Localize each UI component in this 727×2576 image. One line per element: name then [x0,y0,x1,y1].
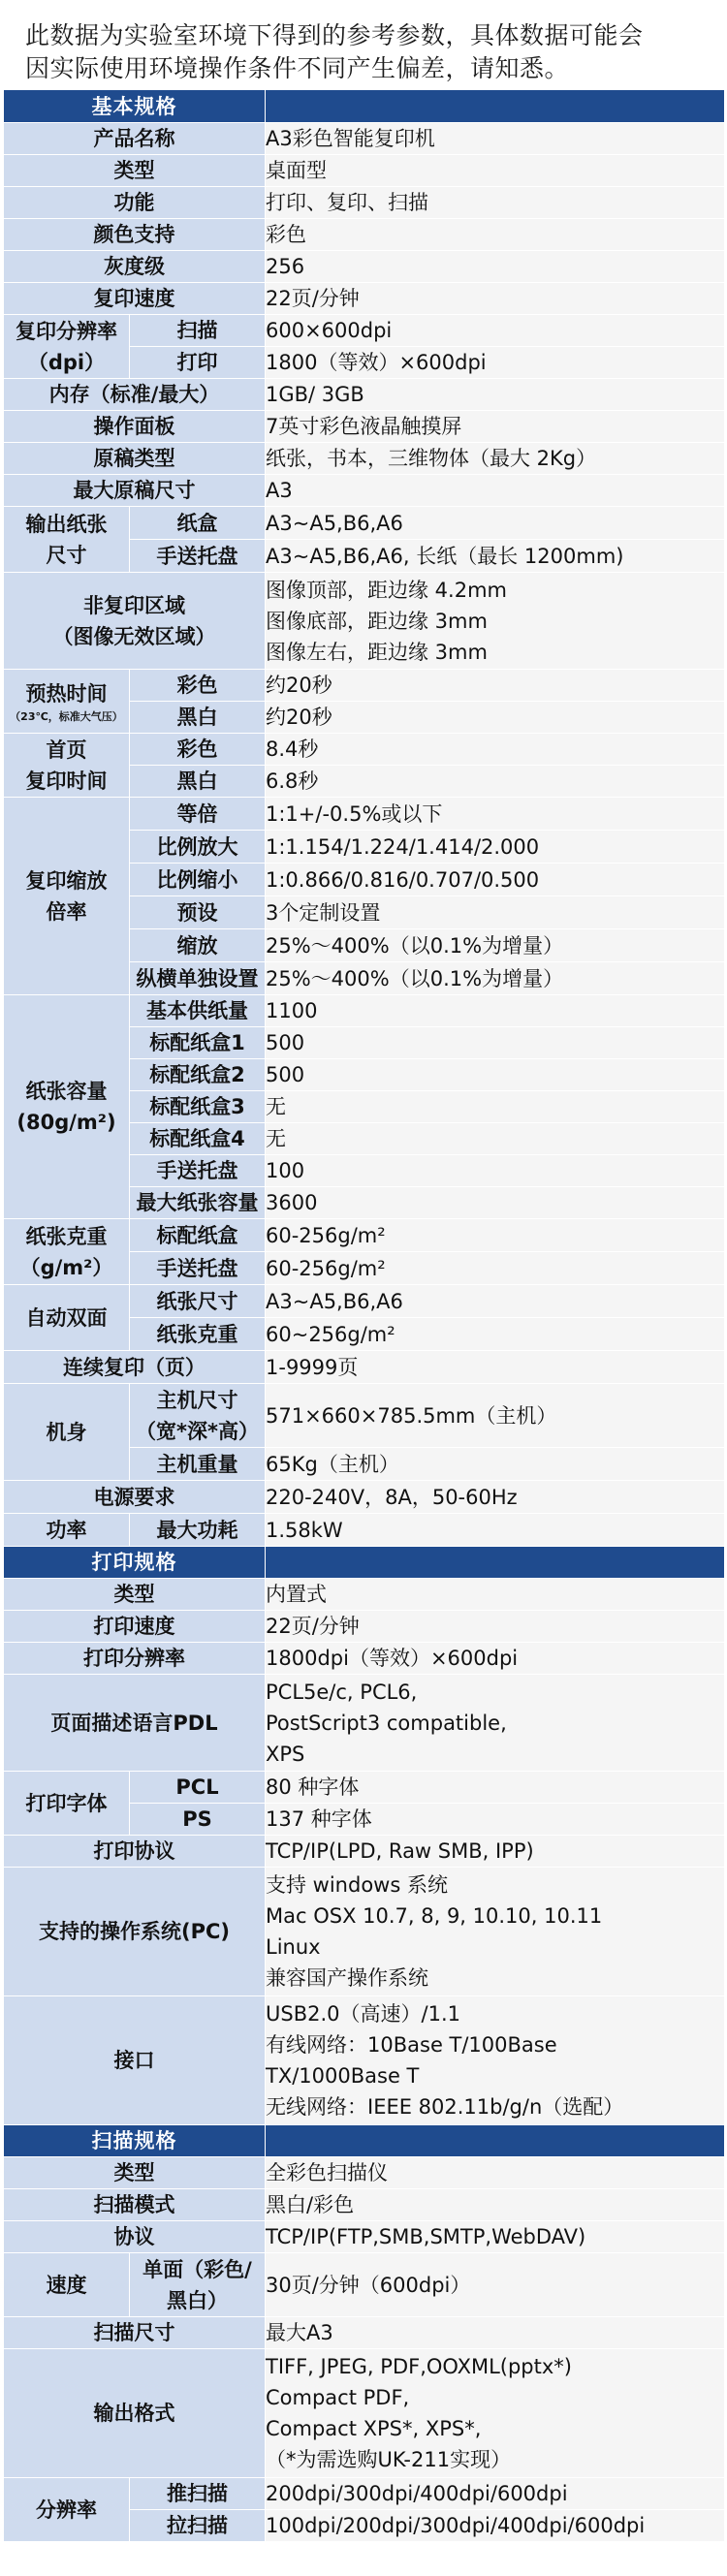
spec-sublabel: 打印 [130,347,266,379]
spec-row [4,2349,725,2478]
spec-label: 打印协议 [4,1836,266,1868]
section-header-basic [4,90,725,123]
spec-sublabel: 比例放大 [130,831,266,864]
spec-sublabel: 扫描 [130,315,266,347]
spec-row [4,1579,725,1611]
label-line: 纸张容量 [25,1080,108,1103]
spec-label-paper-weight [4,1219,130,1285]
spec-label: 原稿类型 [4,443,266,475]
value-line: USB2.0（高速）/1.1 [266,2002,460,2026]
spec-value: 500 [266,1027,725,1059]
spec-row [4,2253,725,2317]
label-line: (80g/m²) [16,1111,116,1134]
spec-value: 全彩色扫描仪 [266,2157,725,2189]
spec-sublabel: 纵横单独设置 [130,962,266,995]
spec-value: 200dpi/300dpi/400dpi/600dpi [266,2478,725,2510]
spec-value: 1:0.866/0.816/0.707/0.500 [266,864,725,896]
spec-value: A3~A5,B6,A6 [266,1285,725,1318]
spec-row [4,1643,725,1675]
spec-row [4,1611,725,1643]
spec-value: 6.8秒 [266,766,725,798]
spec-value-multiline [266,573,725,670]
label-note: （23℃，标准大气压） [10,709,123,723]
spec-value: 30页/分钟（600dpi） [266,2253,725,2317]
label-line: 主机尺寸 [156,1388,238,1412]
value-line: Compact PDF, [266,2386,410,2409]
spec-value: 1:1+/-0.5%或以下 [266,798,725,831]
spec-value: 600×600dpi [266,315,725,347]
spec-row [4,411,725,443]
spec-row [4,995,725,1027]
spec-row [4,1384,725,1448]
spec-row [4,1219,725,1252]
spec-value: 137 种字体 [266,1804,725,1836]
spec-label: 输出格式 [4,2349,266,2478]
value-line: PCL5e/c, PCL6, [266,1680,418,1704]
spec-sublabel: 标配纸盒1 [130,1027,266,1059]
spec-sublabel: 最大功耗 [130,1514,266,1547]
spec-value: 25%～400%（以0.1%为增量） [266,929,725,962]
spec-row [4,2221,725,2253]
spec-label: 页面描述语言PDL [4,1675,266,1772]
section-title-print: 打印规格 [4,1547,266,1579]
spec-value: 8.4秒 [266,734,725,766]
label-line: 黑白） [167,2288,228,2312]
spec-value: A3 [266,475,725,507]
spec-value: 65Kg（主机） [266,1448,725,1481]
value-line: Compact XPS*, XPS*, [266,2417,482,2440]
spec-value: 无 [266,1091,725,1123]
spec-value: 220-240V，8A，50-60Hz [266,1481,725,1514]
intro-line-1: 此数据为实验室环境下得到的参考参数，具体数据可能会 [25,21,644,49]
spec-row [4,734,725,766]
spec-sublabel: 标配纸盒 [130,1219,266,1252]
spec-row [4,1996,725,2125]
spec-value: 1800dpi（等效）×600dpi [266,1643,725,1675]
spec-value: A3~A5,B6,A6 [266,507,725,540]
spec-value: TCP/IP(LPD, Raw SMB, IPP) [266,1836,725,1868]
spec-value: 60~256g/m² [266,1318,725,1351]
spec-label-first-copy [4,734,130,798]
spec-sublabel: 纸盒 [130,507,266,540]
label-line: 复印缩放 [25,868,108,893]
spec-value-multiline [266,1675,725,1772]
spec-label: 支持的操作系统(PC) [4,1868,266,1996]
spec-row [4,2157,725,2189]
spec-row [4,1351,725,1384]
spec-sublabel: 彩色 [130,734,266,766]
spec-row [4,2189,725,2221]
spec-label: 产品名称 [4,123,266,155]
spec-value: 打印、复印、扫描 [266,187,725,219]
spec-sublabel: 缩放 [130,929,266,962]
spec-value: 1-9999页 [266,1351,725,1384]
spec-value: 1800（等效）×600dpi [266,347,725,379]
spec-label: 接口 [4,1996,266,2125]
label-line: 倍率 [46,899,87,924]
label-line: （宽*深*高） [136,1419,259,1443]
label-line: 首页 [46,738,87,762]
section-header-scan [4,2125,725,2157]
spec-value: 571×660×785.5mm（主机） [266,1384,725,1448]
value-line: PostScript3 compatible, [266,1711,507,1735]
spec-label: 灰度级 [4,251,266,283]
section-header-print [4,1547,725,1579]
spec-label: 电源要求 [4,1481,266,1514]
spec-row [4,2317,725,2349]
spec-sublabel: 基本供纸量 [130,995,266,1027]
spec-label: 功率 [4,1514,130,1547]
spec-label: 速度 [4,2253,130,2317]
spec-label-print-fonts: 打印字体 [4,1772,130,1836]
spec-value: 500 [266,1059,725,1091]
spec-label: 类型 [4,155,266,187]
spec-label: 类型 [4,2157,266,2189]
spec-row [4,219,725,251]
spec-value: 内置式 [266,1579,725,1611]
spec-label-warmup [4,670,130,734]
spec-label: 复印速度 [4,283,266,315]
spec-sublabel: 纸张克重 [130,1318,266,1351]
spec-sublabel: 主机重量 [130,1448,266,1481]
spec-value: 60-256g/m² [266,1252,725,1285]
value-line: Mac OSX 10.7, 8, 9, 10.10, 10.11 [266,1904,603,1928]
spec-sublabel: 标配纸盒2 [130,1059,266,1091]
spec-label: 最大原稿尺寸 [4,475,266,507]
spec-row [4,251,725,283]
spec-row [4,283,725,315]
spec-value-multiline [266,1996,725,2125]
spec-row [4,2478,725,2510]
spec-sublabel-dimensions [130,1384,266,1448]
spec-sublabel: 预设 [130,896,266,929]
spec-label-copy-resolution [4,315,130,379]
spec-label-body: 机身 [4,1384,130,1481]
spec-label: 协议 [4,2221,266,2253]
spec-table [3,89,725,2542]
spec-sublabel: 黑白 [130,766,266,798]
spec-row [4,443,725,475]
value-line: XPS [266,1742,305,1766]
spec-value: 无 [266,1123,725,1155]
spec-sublabel: 纸张尺寸 [130,1285,266,1318]
spec-sublabel: 拉扫描 [130,2510,266,2542]
spec-row [4,123,725,155]
spec-row [4,573,725,670]
spec-value: 22页/分钟 [266,1611,725,1643]
spec-sublabel: 彩色 [130,670,266,702]
intro-notice [0,0,727,89]
spec-label: 扫描模式 [4,2189,266,2221]
spec-row [4,315,725,347]
spec-value: 60-256g/m² [266,1219,725,1252]
spec-label: 打印速度 [4,1611,266,1643]
spec-row [4,798,725,831]
spec-sublabel: 手送托盘 [130,1155,266,1187]
spec-value: 256 [266,251,725,283]
spec-sublabel: 推扫描 [130,2478,266,2510]
spec-row [4,475,725,507]
value-line: TX/1000Base T [266,2064,420,2088]
spec-value: 100 [266,1155,725,1187]
spec-sublabel: 黑白 [130,702,266,734]
spec-value: 纸张，书本，三维物体（最大 2Kg） [266,443,725,475]
spec-value: 黑白/彩色 [266,2189,725,2221]
label-line: 预热时间 [25,681,108,706]
spec-label-scan-resolution: 分辨率 [4,2478,130,2542]
spec-value: 100dpi/200dpi/300dpi/400dpi/600dpi [266,2510,725,2542]
spec-value-multiline [266,1868,725,1996]
spec-label-zoom [4,798,130,995]
spec-label: 类型 [4,1579,266,1611]
spec-sublabel: 手送托盘 [130,1252,266,1285]
intro-line-2: 因实际使用环境操作条件不同产生偏差，请知悉。 [25,54,570,82]
value-line: 兼容国产操作系统 [266,1966,428,1990]
value-line: 图像底部，距边缘 3mm [266,609,488,633]
spec-value: 80 种字体 [266,1772,725,1804]
label-line: 复印分辨率 [16,319,117,343]
value-line: 图像左右，距边缘 3mm [266,640,488,664]
spec-row [4,507,725,540]
spec-row [4,1675,725,1772]
spec-row [4,670,725,702]
section-title-scan: 扫描规格 [4,2125,266,2157]
label-line: 复印时间 [25,769,108,793]
spec-sublabel: 比例缩小 [130,864,266,896]
spec-sublabel: 手送托盘 [130,540,266,573]
spec-row [4,1514,725,1547]
spec-row [4,1772,725,1804]
value-line: （*为需选购UK-211实现） [266,2448,512,2471]
spec-value: 1:1.154/1.224/1.414/2.000 [266,831,725,864]
spec-row [4,1836,725,1868]
label-line: 尺寸 [46,543,87,567]
spec-label-duplex: 自动双面 [4,1285,130,1351]
spec-value: 1GB/ 3GB [266,379,725,411]
spec-label-non-copy-area [4,573,266,670]
spec-label: 操作面板 [4,411,266,443]
spec-row [4,1481,725,1514]
value-line: 支持 windows 系统 [266,1873,448,1897]
value-line: 无线网络：IEEE 802.11b/g/n（选配） [266,2095,624,2119]
spec-value: 3个定制设置 [266,896,725,929]
spec-label-output-size [4,507,130,573]
spec-value: 彩色 [266,219,725,251]
spec-sublabel-single-side [130,2253,266,2317]
label-line: 单面（彩色/ [142,2257,252,2281]
spec-sublabel: 标配纸盒4 [130,1123,266,1155]
section-title-basic: 基本规格 [4,90,266,123]
spec-value: 桌面型 [266,155,725,187]
spec-value: A3彩色智能复印机 [266,123,725,155]
spec-label: 颜色支持 [4,219,266,251]
spec-value: 25%～400%（以0.1%为增量） [266,962,725,995]
spec-value: TCP/IP(FTP,SMB,SMTP,WebDAV) [266,2221,725,2253]
spec-row [4,1285,725,1318]
spec-sublabel: PCL [130,1772,266,1804]
spec-value: 1.58kW [266,1514,725,1547]
value-line: TIFF, JPEG, PDF,OOXML(pptx*) [266,2355,572,2378]
label-line: 纸张克重 [25,1224,108,1248]
spec-row [4,155,725,187]
spec-row [4,379,725,411]
spec-value: 约20秒 [266,670,725,702]
spec-value-multiline [266,2349,725,2478]
spec-sublabel: 最大纸张容量 [130,1187,266,1219]
spec-sublabel: 标配纸盒3 [130,1091,266,1123]
spec-value: 7英寸彩色液晶触摸屏 [266,411,725,443]
spec-label: 内存（标准/最大） [4,379,266,411]
spec-row [4,1868,725,1996]
spec-value: 22页/分钟 [266,283,725,315]
spec-label: 扫描尺寸 [4,2317,266,2349]
spec-label: 连续复印（页） [4,1351,266,1384]
value-line: Linux [266,1935,321,1959]
spec-label-paper-capacity [4,995,130,1219]
label-line: 非复印区域 [83,593,185,617]
spec-value: 最大A3 [266,2317,725,2349]
spec-value: 约20秒 [266,702,725,734]
spec-sublabel: PS [130,1804,266,1836]
label-line: （图像无效区域） [52,624,216,648]
label-line: （g/m²） [19,1255,113,1279]
spec-row [4,187,725,219]
label-line: （dpi） [27,350,106,374]
value-line: 有线网络：10Base T/100Base [266,2033,557,2057]
label-line: 输出纸张 [25,512,108,536]
spec-label: 打印分辨率 [4,1643,266,1675]
spec-label: 功能 [4,187,266,219]
value-line: 图像顶部，距边缘 4.2mm [266,578,507,602]
spec-value: 1100 [266,995,725,1027]
spec-value: 3600 [266,1187,725,1219]
spec-sublabel: 等倍 [130,798,266,831]
spec-value: A3~A5,B6,A6, 长纸（最长 1200mm) [266,540,725,573]
